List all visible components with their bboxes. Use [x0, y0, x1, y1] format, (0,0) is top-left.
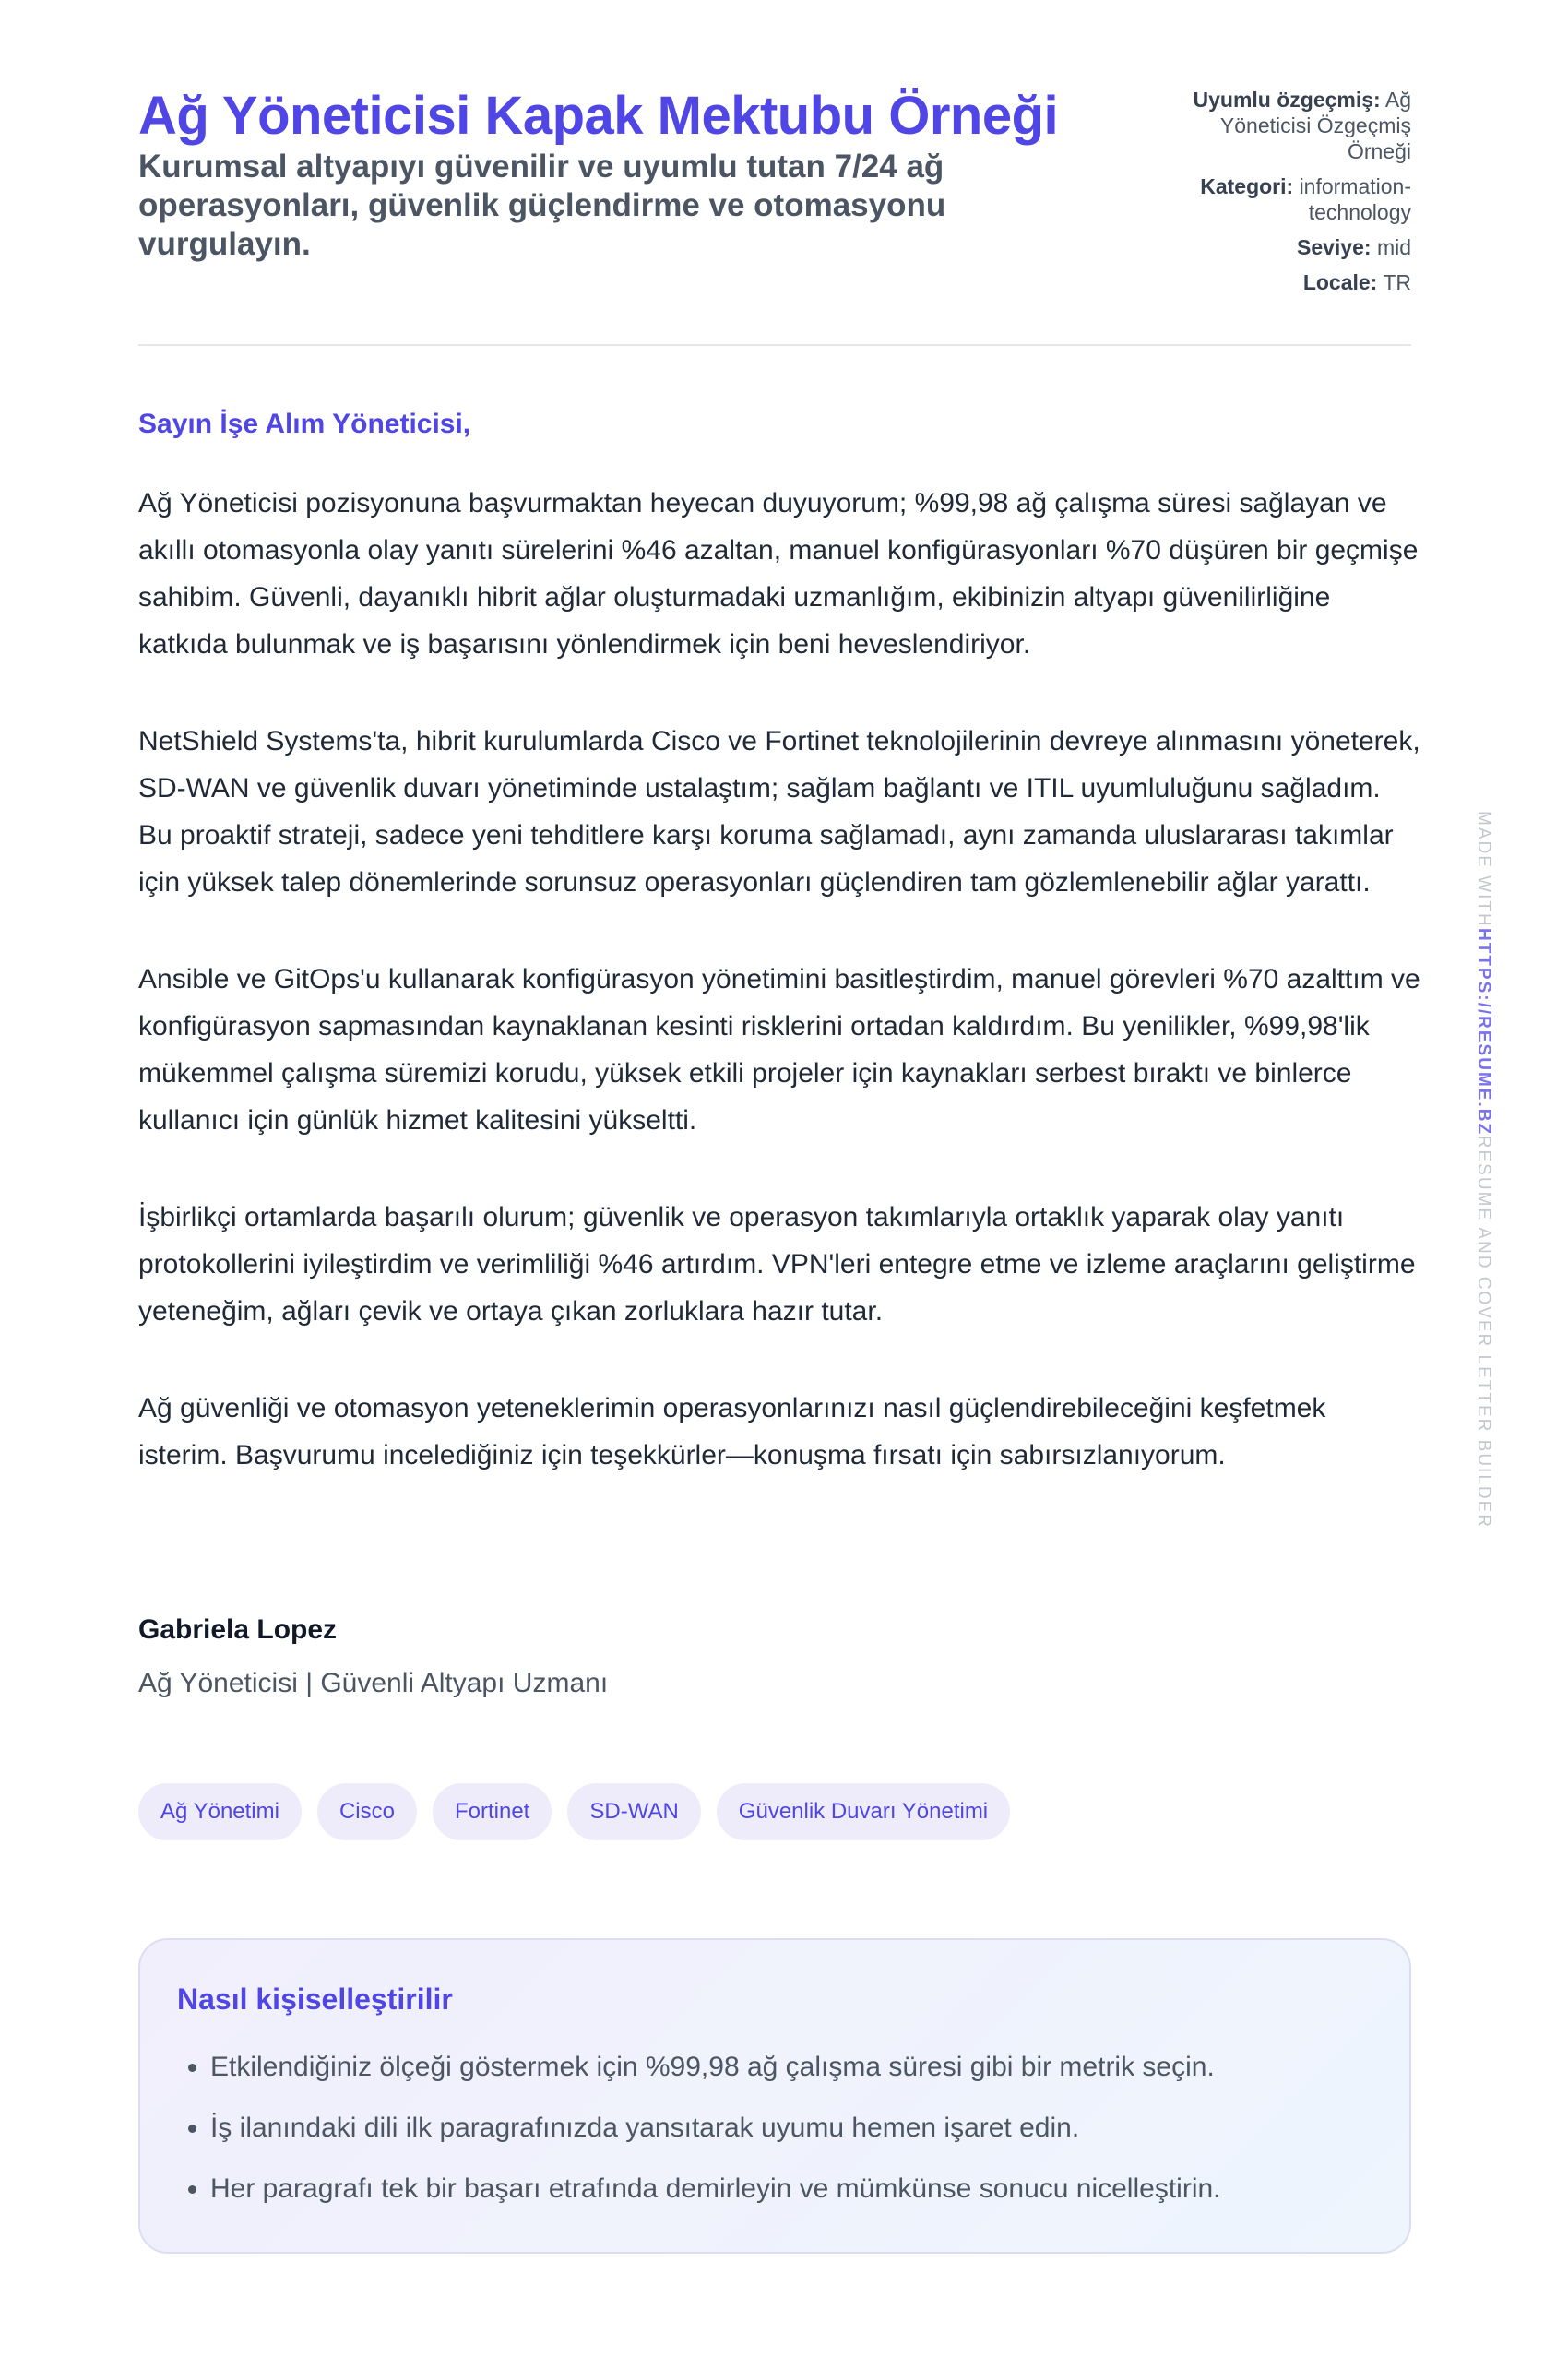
meta-panel	[1171, 87, 1411, 304]
divider	[138, 344, 1411, 346]
letter-body	[138, 480, 1420, 1529]
signature-name: Gabriela Lopez	[138, 1614, 338, 1645]
tips-title: Nasıl kişiselleştirilir	[177, 1982, 453, 2016]
letter-paragraph: Ansible ve GitOps'u kullanarak konfigürasyon yönetimini basitleştirdim, manuel görevleri %70 azalttım ve konfigürasyon sapmasından kaynaklanan kesinti risklerini ortadan kaldırdım. Bu yenilikler, %99,98'lik mükemmel çalışma süremizi korudu, yüksek etkili projeler için kaynakları serbest bıraktı ve binlerce kullanıcı için günlük hizmet kalitesini yükseltti.	[138, 964, 1420, 1136]
skill-tag: Ağ Yönetimi	[138, 1783, 302, 1840]
letter-paragraph: Ağ Yöneticisi pozisyonuna başvurmaktan heyecan duyuyorum; %99,98 ağ çalışma süresi sağlayan ve akıllı otomasyonla olay yanıtı sürelerini %46 azaltan, manuel konfigürasyonları %70 düşüren bir geçmişe sahibim. Güvenli, dayanıklı hibrit ağlar oluşturmadaki uzmanlığım, ekibinizin altyapı güvenilirliğine katkıda bulunmak ve iş başarısını yönlendirmek için beni heveslendiriyor.	[138, 488, 1419, 660]
skill-tag: SD-WAN	[567, 1783, 700, 1840]
header	[138, 85, 1411, 294]
meta-resume-link[interactable]: Ağ Yöneticisi Özgeçmiş Örneği	[1219, 88, 1411, 163]
tip-item: • Her paragrafı tek bir başarı etrafında demirleyin ve mümkünse sonucu nicelleştirin.	[210, 2173, 1221, 2206]
meta-level: Seviye: mid	[1296, 235, 1411, 259]
meta-resume: Uyumlu özgeçmiş: Ağ Yöneticisi Özgeçmiş Örneği	[1193, 88, 1411, 163]
letter-paragraph: İşbirlikçi ortamlarda başarılı olurum; güvenlik ve operasyon takımlarıyla ortaklık yaparak olay yanıtı protokollerini iyileştirdim ve verimliliği %46 artırdım. VPN'leri entegre etme ve izleme araçlarını geliştirme yeteneğim, ağları çevik ve ortaya çıkan zorluklara hazır tutar.	[138, 1202, 1416, 1327]
signature-title: Ağ Yöneticisi | Güvenli Altyapı Uzmanı	[138, 1668, 609, 1698]
page-title: Ağ Yöneticisi Kapak Mektubu Örneği	[138, 86, 1059, 146]
skill-tags	[138, 1783, 1010, 1840]
letter-greeting: Sayın İşe Alım Yöneticisi,	[138, 409, 471, 439]
skill-tag: Cisco	[317, 1783, 417, 1840]
tip-item: • İş ilanındaki dili ilk paragrafınızda yansıtarak uyumu hemen işaret edin.	[210, 2112, 1221, 2145]
meta-locale: Locale: TR	[1302, 270, 1411, 294]
skill-tag: Fortinet	[433, 1783, 552, 1840]
letter-paragraph: Ağ güvenliği ve otomasyon yeteneklerimin operasyonlarınızı nasıl güçlendirebileceğini keşfetmek isterim. Başvurumu incelediğiniz için teşekkürler—konuşma fırsatı için sabırsızlanıyorum.	[138, 1393, 1326, 1470]
tip-item: • Etkilendiğiniz ölçeği göstermek için %99,98 ağ çalışma süresi gibi bir metrik seçin.	[210, 2051, 1221, 2084]
tips-list	[177, 2051, 1221, 2233]
tips-box	[138, 1938, 1411, 2254]
page-subtitle: Kurumsal altyapıyı güvenilir ve uyumlu tutan 7/24 ağ operasyonları, güvenlik güçlendirme ve otomasyonu vurgulayın.	[138, 149, 946, 262]
meta-category: Kategori: information-technology	[1200, 174, 1411, 224]
watermark-link[interactable]: HTTPS://RESUME.BZ	[1474, 927, 1493, 1136]
watermark: MADE WITHHTTPS://RESUME.BZRESUME AND COVER LETTER BUILDER	[1474, 811, 1493, 1530]
skill-tag: Güvenlik Duvarı Yönetimi	[717, 1783, 1010, 1840]
letter-paragraph: NetShield Systems'ta, hibrit kurulumlarda Cisco ve Fortinet teknolojilerinin devreye alınmasını yöneterek, SD-WAN ve güvenlik duvarı yönetiminde ustalaştım; sağlam bağlantı ve ITIL uyumluluğunu sağladım. Bu proaktif strateji, sadece yeni tehditlere karşı koruma sağlamadı, aynı zamanda uluslararası takımlar için yüksek talep dönemlerinde sorunsuz operasyonları güçlendiren tam gözlemlenebilir ağlar yarattı.	[138, 726, 1420, 898]
